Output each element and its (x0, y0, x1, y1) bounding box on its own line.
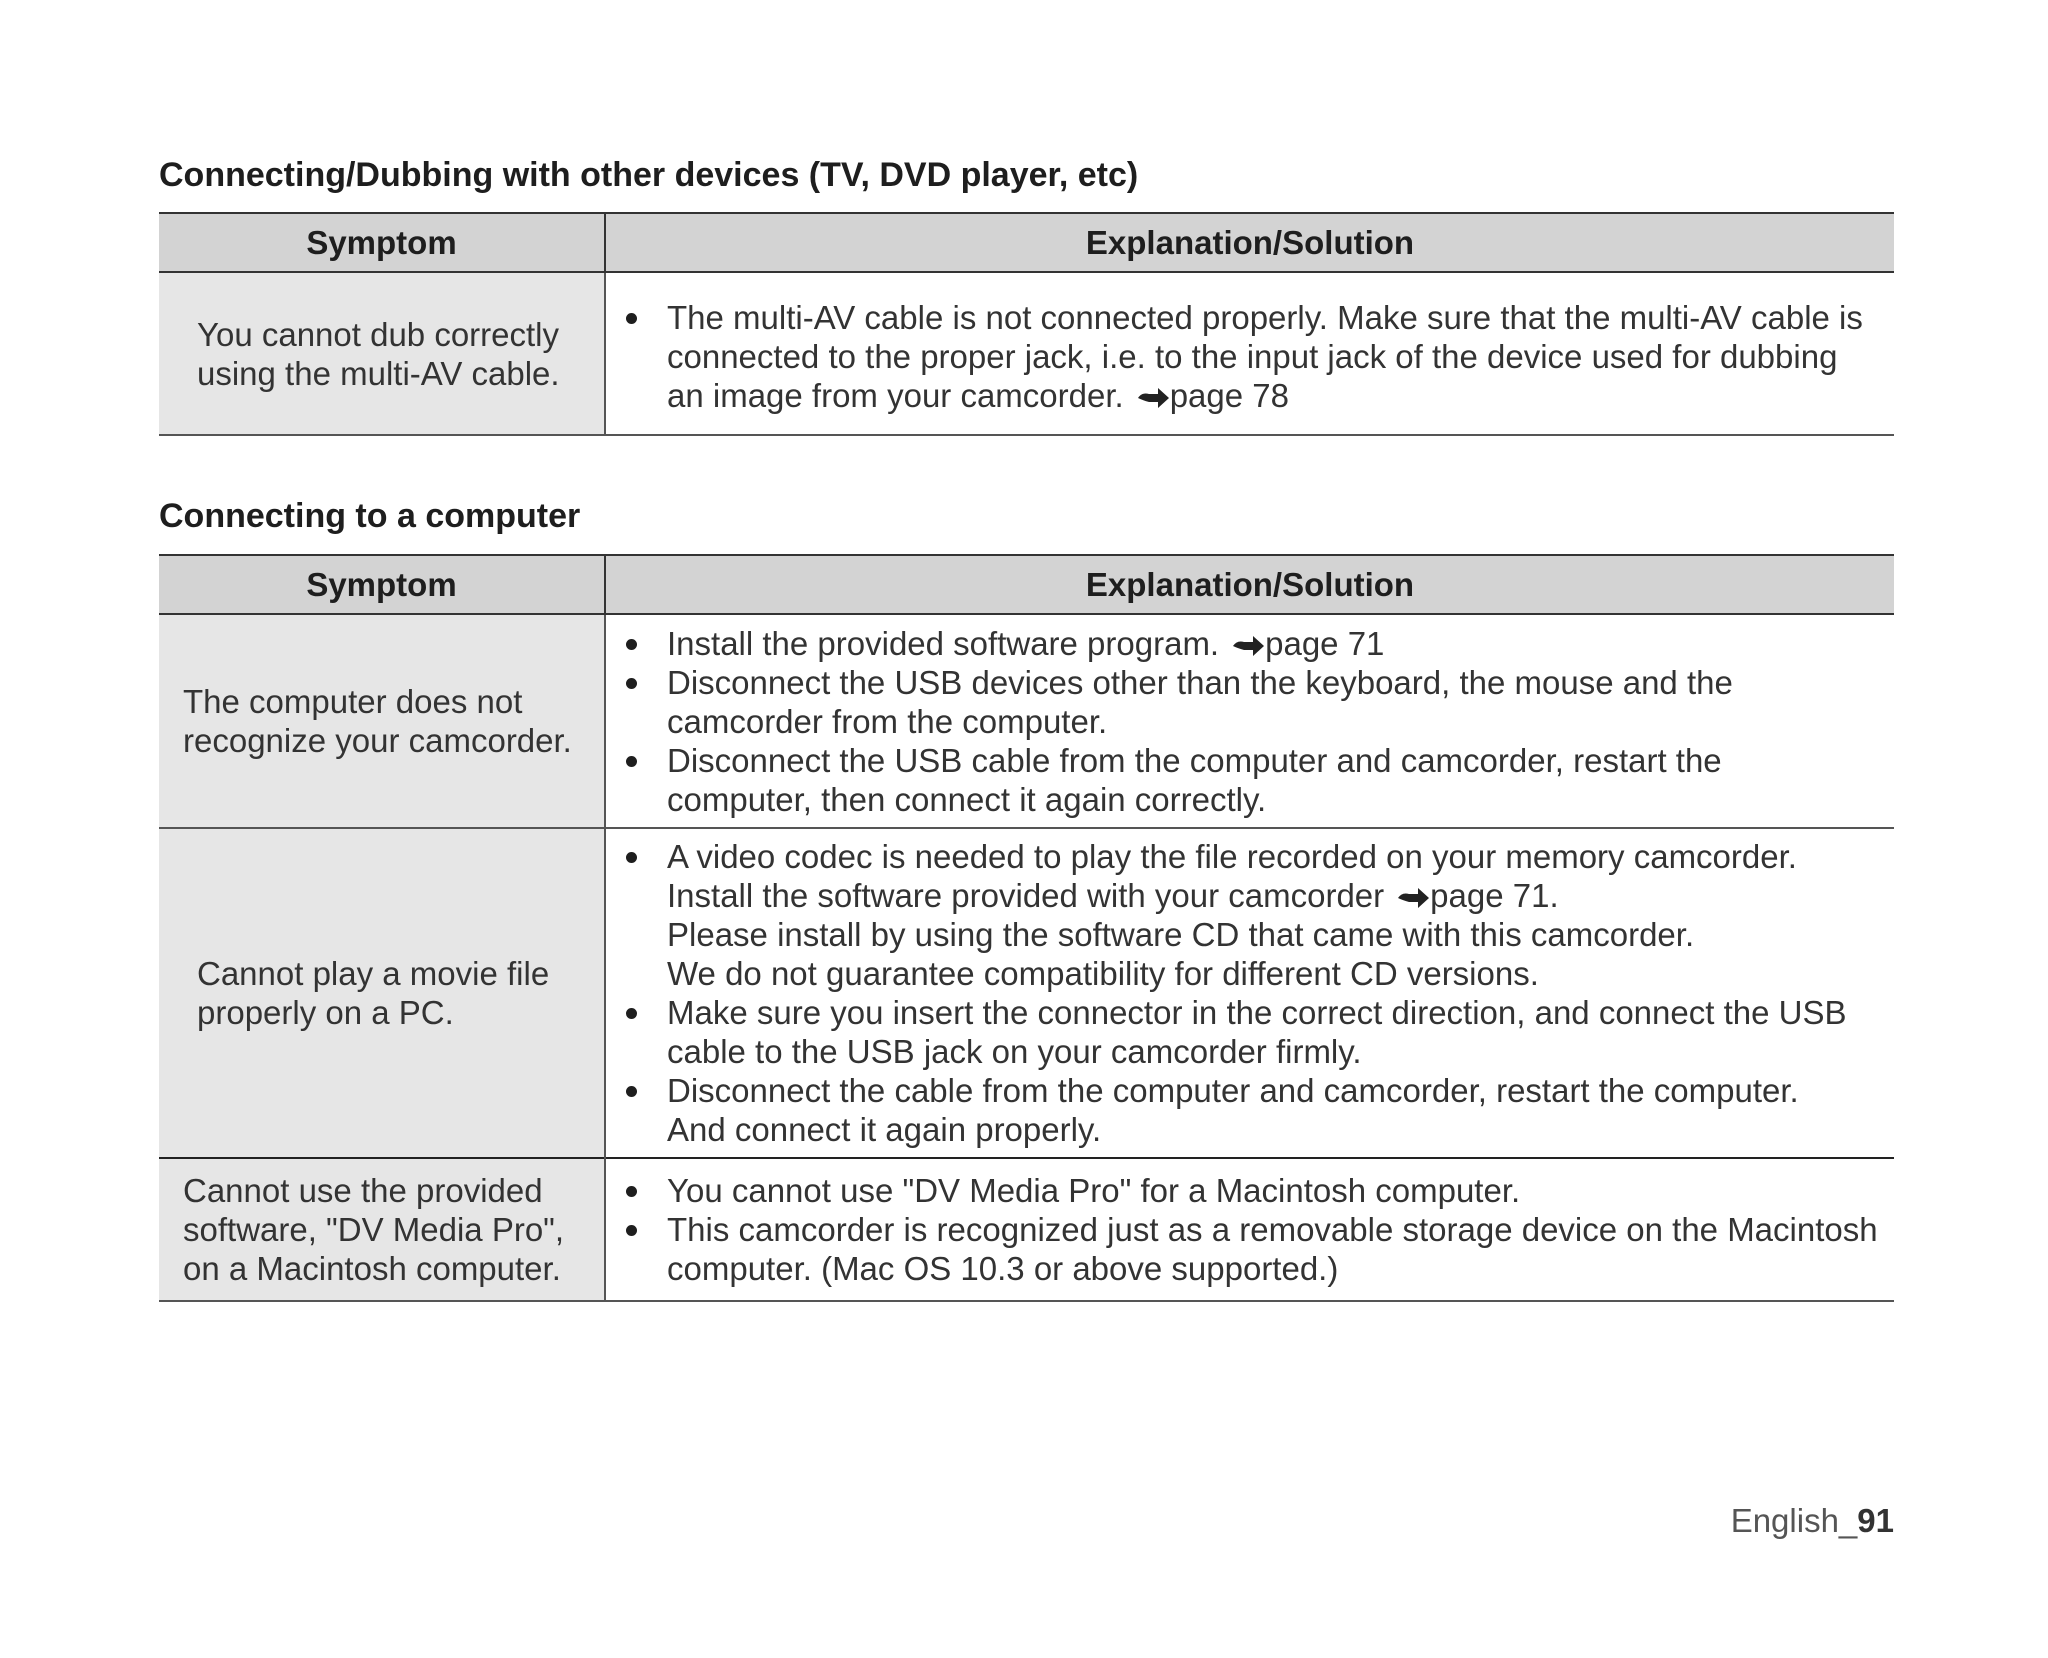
solution-text-line (667, 376, 1884, 415)
symptom-text-line: recognize your camcorder. (183, 722, 572, 759)
solution-text-line (667, 624, 1884, 663)
list-item (606, 741, 1884, 819)
solution-text-line: cable to the USB jack on your camcorder firmly. (667, 1033, 1362, 1070)
solution-text-line: computer. (Mac OS 10.3 or above supported.) (667, 1250, 1339, 1287)
symptom-text-line: software, "DV Media Pro", (183, 1211, 565, 1248)
symptom-column-header: Symptom (159, 213, 605, 272)
solution-list (606, 298, 1884, 415)
solution-text-line: We do not guarantee compatibility for different CD versions. (667, 955, 1539, 992)
solution-text-line: connected to the proper jack, i.e. to the input jack of the device used for dubbing (667, 338, 1838, 375)
table-header-row (159, 213, 1894, 272)
solution-text-line: This camcorder is recognized just as a removable storage device on the Macintosh (667, 1211, 1878, 1248)
solution-text-line: Please install by using the software CD that came with this camcorder. (667, 916, 1695, 953)
page-number: 91 (1857, 1502, 1894, 1539)
symptom-text-line: Cannot use the provided (183, 1172, 543, 1209)
troubleshooting-table-dubbing (159, 212, 1894, 436)
list-item (606, 993, 1884, 1071)
table-row (159, 828, 1894, 1158)
solution-text-line: Make sure you insert the connector in the correct direction, and connect the USB (667, 994, 1847, 1031)
list-item (606, 663, 1884, 741)
symptom-cell (159, 1158, 605, 1301)
solution-column-header: Explanation/Solution (605, 213, 1894, 272)
solution-text: Install the provided software program. (667, 624, 1220, 662)
solution-cell (605, 272, 1894, 435)
table-row (159, 1158, 1894, 1301)
page-reference-link[interactable]: page 71 (1265, 624, 1385, 662)
page-reference-link[interactable]: page 78 (1169, 377, 1289, 414)
solution-text: an image from your camcorder. (667, 377, 1124, 414)
symptom-text-line: using the multi-AV cable. (197, 354, 560, 392)
symptom-cell (159, 614, 605, 828)
solution-cell (605, 614, 1894, 828)
solution-text-line: camcorder from the computer. (667, 702, 1108, 740)
table-header-row (159, 555, 1894, 614)
list-item (606, 624, 1884, 663)
section-title-connecting-dubbing: Connecting/Dubbing with other devices (TV, DVD player, etc) (159, 156, 1139, 194)
solution-text-line: Disconnect the USB devices other than the keyboard, the mouse and the (667, 663, 1733, 701)
solution-list (606, 1171, 1884, 1288)
solution-list (606, 837, 1884, 1149)
list-item (606, 837, 1884, 993)
arrow-right-icon (1231, 635, 1265, 657)
solution-text-line: You cannot use "DV Media Pro" for a Macintosh computer. (667, 1172, 1521, 1209)
symptom-text-line: properly on a PC. (197, 994, 454, 1031)
arrow-right-icon (1396, 887, 1430, 909)
symptom-cell (159, 272, 605, 435)
troubleshooting-table-computer (159, 554, 1894, 1302)
page-footer (1731, 1502, 1894, 1540)
arrow-right-icon (1136, 387, 1170, 409)
list-item (606, 298, 1884, 415)
solution-column-header: Explanation/Solution (605, 555, 1894, 614)
symptom-text-line: on a Macintosh computer. (183, 1250, 561, 1287)
symptom-text-line: The computer does not (183, 683, 523, 720)
solution-text-line: computer, then connect it again correctly. (667, 780, 1267, 818)
symptom-text-line: Cannot play a movie file (197, 955, 550, 992)
solution-cell (605, 828, 1894, 1158)
footer-language: English_ (1730, 1502, 1858, 1539)
solution-text-line: A video codec is needed to play the file recorded on your memory camcorder. (667, 838, 1797, 875)
solution-text-line: And connect it again properly. (667, 1111, 1102, 1148)
solution-text: Install the software provided with your camcorder (667, 877, 1385, 914)
symptom-text-line: You cannot dub correctly (197, 315, 560, 353)
list-item (606, 1171, 1884, 1210)
solution-cell (605, 1158, 1894, 1301)
solution-text-line: The multi-AV cable is not connected properly. Make sure that the multi-AV cable is (667, 299, 1863, 336)
solution-list (606, 624, 1884, 819)
table-row (159, 614, 1894, 828)
solution-text-line: Disconnect the cable from the computer and camcorder, restart the computer. (667, 1072, 1799, 1109)
list-item (606, 1210, 1884, 1288)
solution-text-line (667, 876, 1884, 915)
list-item (606, 1071, 1884, 1149)
page-reference-link[interactable]: page 71. (1430, 877, 1559, 914)
symptom-cell (159, 828, 605, 1158)
table-row (159, 272, 1894, 435)
solution-text-line: Disconnect the USB cable from the computer and camcorder, restart the (667, 741, 1722, 779)
section-title-connecting-computer: Connecting to a computer (159, 497, 581, 535)
symptom-column-header: Symptom (159, 555, 605, 614)
